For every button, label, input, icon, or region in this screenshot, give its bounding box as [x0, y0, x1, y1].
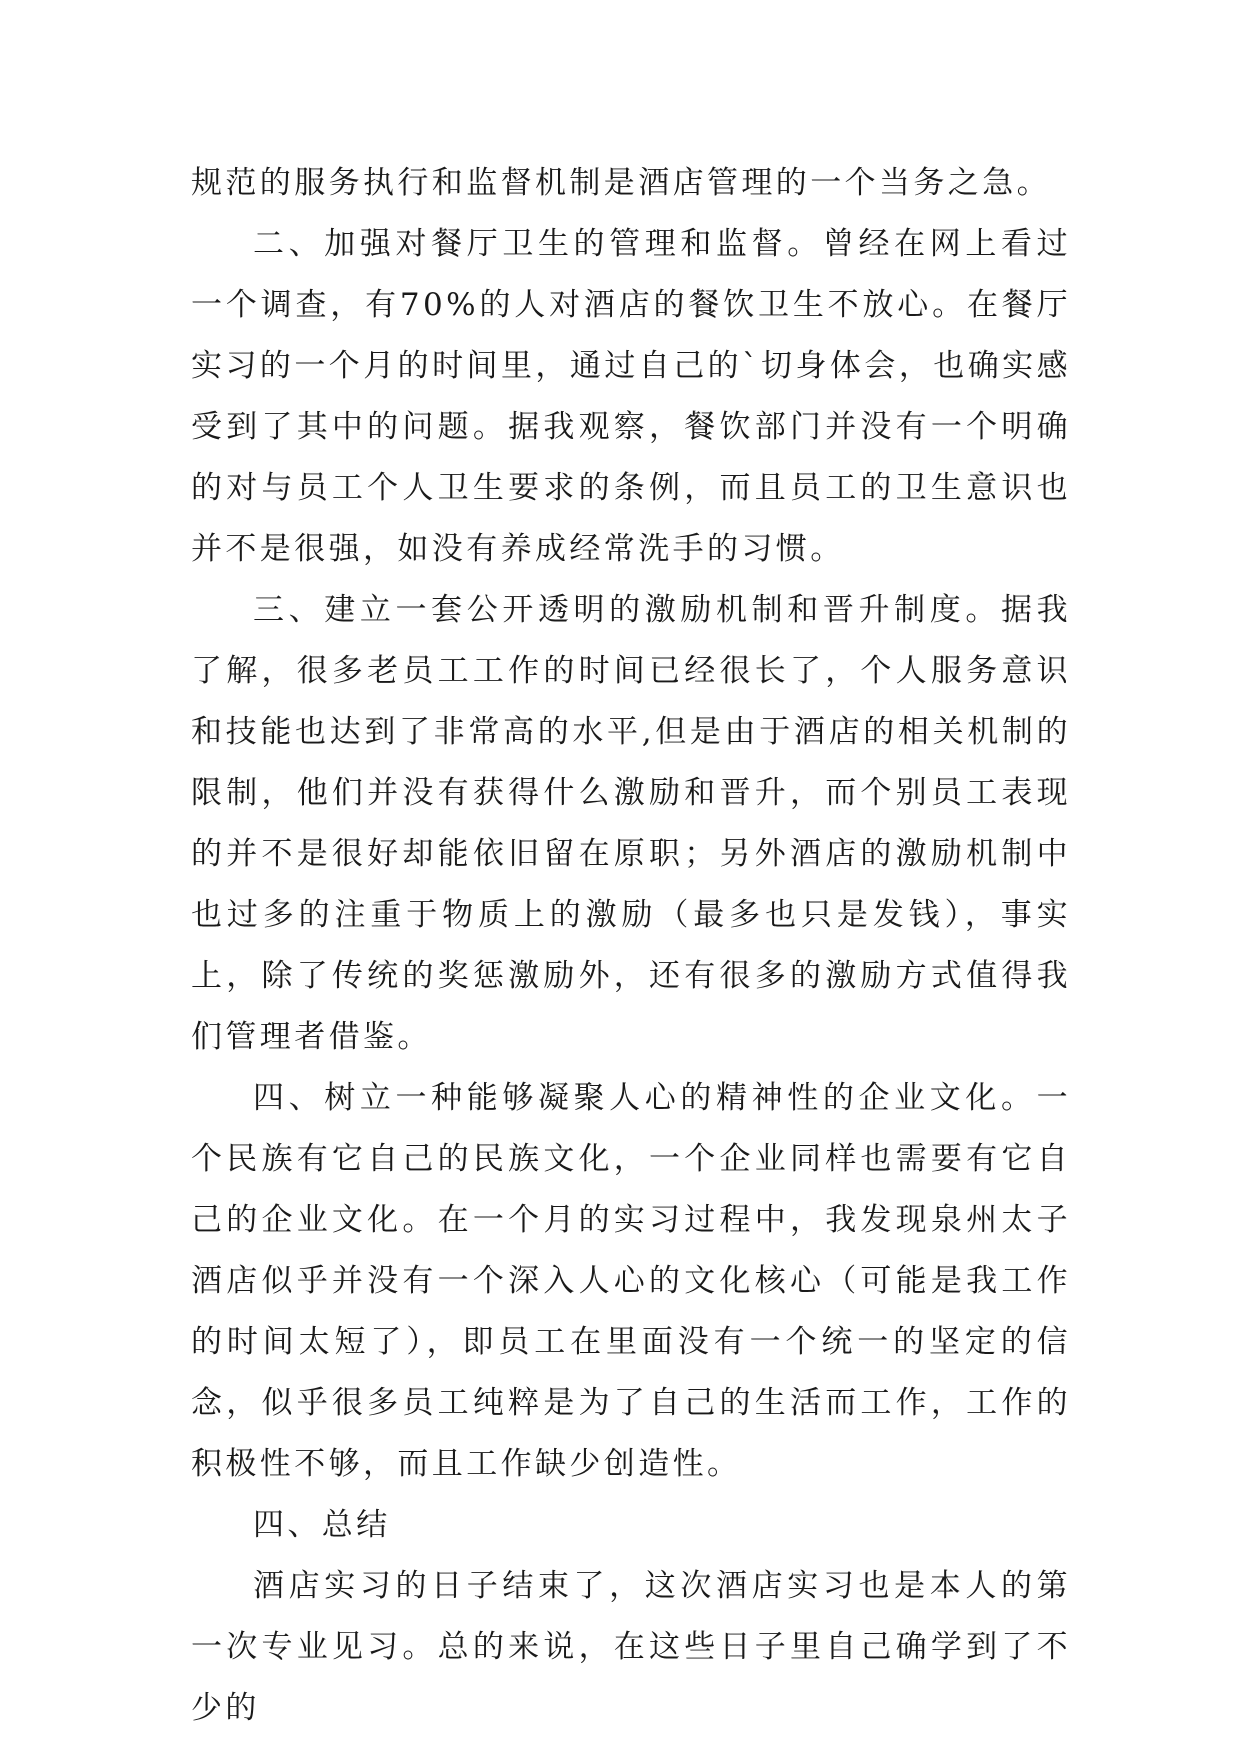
paragraph-incentive-mechanism: 三、建立一套公开透明的激励机制和晋升制度。据我了解，很多老员工工作的时间已经很长了，个人服务意识和技能也达到了非常高的水平,但是由于酒店的相关机制的限制，他们并没有获得什么激励和晋升，而个别员工表现的并不是很好却能依旧留在原职；另外酒店的激励机制中也过多的注重于物质上的激励（最多也只是发钱），事实上，除了传统的奖惩激励外，还有很多的激励方式值得我们管理者借鉴。 [191, 592, 1071, 1055]
section-heading-summary: 四、总结 [253, 1507, 391, 1543]
paragraph-canteen-hygiene: 二、加强对餐厅卫生的管理和监督。曾经在网上看过一个调查，有70%的人对酒店的餐饮卫生不放心。在餐厅实习的一个月的时间里，通过自己的`切身体会，也确实感受到了其中的问题。据我观察，餐饮部门并没有一个明确的对与员工个人卫生要求的条例，而且员工的卫生意识也并不是很强，如没有养成经常洗手的习惯。 [191, 226, 1071, 567]
document-body [191, 153, 1071, 1739]
paragraph-continuation: 规范的服务执行和监督机制是酒店管理的一个当务之急。 [191, 165, 1051, 201]
paragraph-summary: 酒店实习的日子结束了，这次酒店实习也是本人的第一次专业见习。总的来说，在这些日子里自己确学到了不少的 [191, 1568, 1071, 1726]
paragraph-corporate-culture: 四、树立一种能够凝聚人心的精神性的企业文化。一个民族有它自己的民族文化，一个企业同样也需要有它自己的企业文化。在一个月的实习过程中，我发现泉州太子酒店似乎并没有一个深入人心的文化核心（可能是我工作的时间太短了），即员工在里面没有一个统一的坚定的信念，似乎很多员工纯粹是为了自己的生活而工作，工作的积极性不够，而且工作缺少创造性。 [191, 1080, 1071, 1482]
